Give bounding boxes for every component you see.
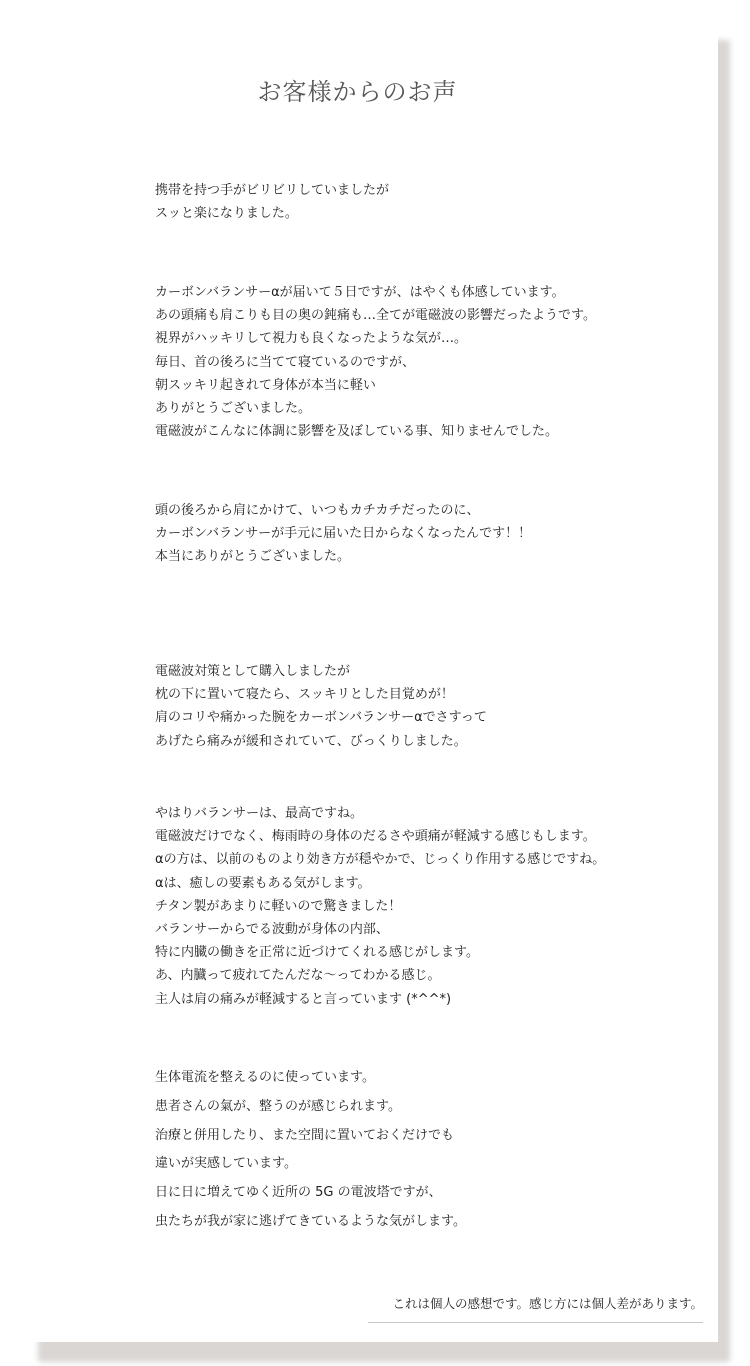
testimonial-line: あ、内臓って疲れてたんだな〜ってわかる感じ。 xyxy=(155,968,441,984)
testimonial-line: 生体電流を整えるのに使っています。 xyxy=(155,1070,375,1085)
testimonial-line: 携帯を持つ手がビリビリしていましたが xyxy=(155,183,390,198)
disclaimer-note: これは個人の感想です。感じ方には個人差があります。 xyxy=(368,1294,703,1323)
testimonial-line: バランサーからでる波動が身体の内部、 xyxy=(155,922,389,938)
testimonial-line: 本当にありがとうございました。 xyxy=(155,549,351,565)
testimonial-line: ありがとうございました。 xyxy=(155,401,312,417)
testimonial-line: チタン製があまりに軽いので驚きました！ xyxy=(155,898,402,914)
testimonial-1 xyxy=(155,179,389,225)
testimonial-line: 朝スッキリ起きれて身体が本当に軽い xyxy=(155,377,376,393)
testimonial-line: 毎日、首の後ろに当てて寝ているのですが、 xyxy=(155,354,416,370)
testimonial-line: やはりバランサーは、最高ですね。 xyxy=(155,806,364,821)
testimonial-line: αは、癒しの要素もある気がします。 xyxy=(155,875,371,891)
testimonial-line: 日に日に増えてゆく近所の 5G の電波塔ですが、 xyxy=(155,1185,442,1201)
testimonial-line: 虫たちが我が家に逃げてきているような気がします。 xyxy=(155,1213,466,1229)
testimonial-2 xyxy=(155,281,596,443)
testimonial-line: αの方は、以前のものより効き方が穏やかで、じっくり作用する感じですね。 xyxy=(155,852,606,868)
testimonial-line: 電磁波がこんなに体調に影響を及ぼしている事、知りませんでした。 xyxy=(155,424,559,440)
testimonial-line: カーボンバランサーαが届いて５日ですが、はやくも体感しています。 xyxy=(155,285,565,300)
page-title: お客様からのお声 xyxy=(257,78,458,106)
testimonial-line: あげたら痛みが緩和されていて、びっくりしました。 xyxy=(155,733,467,749)
testimonial-line: 肩のコリや痛かった腕をカーボンバランサーαでさすって xyxy=(155,710,487,726)
testimonial-line: あの頭痛も肩こりも目の奥の鈍痛も…全てが電磁波の影響だったようです。 xyxy=(155,308,596,324)
testimonial-3 xyxy=(155,499,531,569)
testimonial-line: 枕の下に置いて寝たら、スッキリとした目覚めが！ xyxy=(155,687,454,703)
testimonial-line: 電磁波だけでなく、梅雨時の身体のだるさや頭痛が軽減する感じもします。 xyxy=(155,829,596,845)
testimonial-line: カーボンバランサーが手元に届いた日からなくなったんです！！ xyxy=(155,526,532,542)
testimonial-line: 治療と併用したり、また空間に置いておくだけでも xyxy=(155,1127,455,1143)
testimonial-line: 特に内臓の働きを正常に近づけてくれる感じがします。 xyxy=(155,945,479,961)
testimonial-line: 視界がハッキリして視力も良くなったような気が…。 xyxy=(155,331,468,347)
testimonials-card xyxy=(30,32,718,1342)
testimonial-line: 頭の後ろから肩にかけて、いつもカチカチだったのに、 xyxy=(155,503,480,518)
testimonial-line: 主人は肩の痛みが軽減すると言っています (*^^*) xyxy=(155,991,452,1007)
testimonial-line: 患者さんの氣が、整うのが感じられます。 xyxy=(155,1098,401,1114)
testimonial-line: 違いが実感しています。 xyxy=(155,1156,297,1172)
testimonial-6 xyxy=(155,1064,466,1237)
testimonial-5 xyxy=(155,802,605,1011)
testimonial-line: 電磁波対策として購入しましたが xyxy=(155,664,351,679)
testimonial-4 xyxy=(155,660,487,753)
testimonial-line: スッと楽になりました。 xyxy=(155,206,298,222)
